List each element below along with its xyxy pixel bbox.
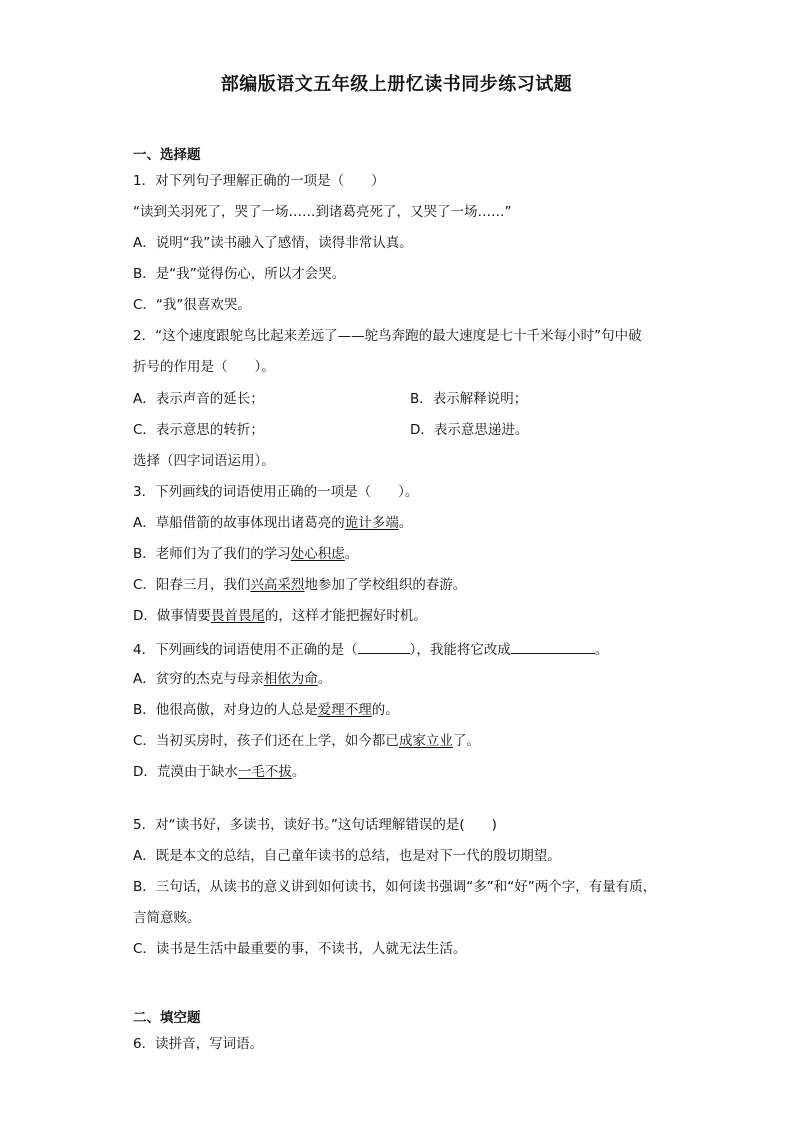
question-3-option-d: D．做事情要畏首畏尾的，这样才能把握好时机。 <box>133 608 427 624</box>
question-3-stem: 3．下列画线的词语使用正确的一项是（ ）。 <box>133 484 419 500</box>
answer-blank-1[interactable] <box>358 639 410 654</box>
question-4-option-c: C．当初买房时，孩子们还在上学，如今都已成家立业了。 <box>133 733 480 749</box>
question-2-option-d: D．表示意思递进。 <box>410 422 529 438</box>
underlined-word: 爱理不理 <box>317 702 372 718</box>
question-3-option-a: A．草船借箭的故事体现出诸葛亮的诡计多端。 <box>133 515 413 531</box>
page-title: 部编版语文五年级上册忆读书同步练习试题 <box>220 74 573 95</box>
question-4-stem: 4．下列画线的词语使用不正确的是（ ），我能将它改成 。 <box>133 639 608 659</box>
question-4-option-d: D．荒漠由于缺水一毛不拔。 <box>133 764 306 780</box>
question-5-stem: 5．对“读书好，多读书，读好书。”这句话理解错误的是( ) <box>133 817 497 833</box>
question-2-option-b: B．表示解释说明； <box>410 391 528 407</box>
question-4-option-b: B．他很高傲，对身边的人总是爱理不理的。 <box>133 702 399 718</box>
question-2-option-c: C．表示意思的转折； <box>133 422 264 438</box>
section-heading-choice: 一、选择题 <box>133 147 201 163</box>
question-3-option-c: C．阳春三月，我们兴高采烈地参加了学校组织的春游。 <box>133 577 467 593</box>
question-6-stem: 6．读拼音，写词语。 <box>133 1036 264 1052</box>
question-5-option-b: B．三句话，从读书的意义讲到如何读书，如何读书强调“多”和“好”两个字，有量有质， <box>133 879 657 895</box>
underlined-word: 相依为命 <box>263 671 318 687</box>
section-heading-fill: 二、填空题 <box>133 1010 201 1026</box>
question-1-option-c: C．“我”很喜欢哭。 <box>133 297 251 313</box>
underlined-word: 处心积虑 <box>290 546 345 562</box>
question-2-stem-line1: 2．“这个速度跟鸵鸟比起来差远了——鸵鸟奔跑的最大速度是七十千米每小时”句中破 <box>133 328 642 344</box>
question-5-option-a: A．既是本文的总结，自己童年读书的总结，也是对下一代的殷切期望。 <box>133 848 561 864</box>
question-3-option-b: B．老师们为了我们的学习处心积虑。 <box>133 546 359 562</box>
underlined-word: 诡计多端 <box>344 515 399 531</box>
question-2-stem-line2: 折号的作用是（ ）。 <box>133 359 275 375</box>
underlined-word: 畏首畏尾 <box>210 608 265 624</box>
question-5-option-c: C．读书是生活中最重要的事，不读书，人就无法生活。 <box>133 941 467 957</box>
underlined-word: 兴高采烈 <box>250 577 305 593</box>
group-label: 选择（四字词语运用）。 <box>133 453 275 469</box>
question-5-option-b-cont: 言简意赅。 <box>133 910 201 926</box>
underlined-word: 成家立业 <box>398 733 453 749</box>
underlined-word: 一毛不拔 <box>237 764 292 780</box>
question-1-option-a: A．说明“我”读书融入了感情，读得非常认真。 <box>133 235 413 251</box>
question-1-stem: 1．对下列句子理解正确的一项是（ ） <box>133 173 385 189</box>
question-4-option-a: A．贫穷的杰克与母亲相依为命。 <box>133 671 332 687</box>
question-1-quote: “读到关羽死了，哭了一场……到诸葛亮死了，又哭了一场……” <box>133 204 512 220</box>
question-1-option-b: B．是“我”觉得伤心，所以才会哭。 <box>133 266 346 282</box>
question-2-option-a: A．表示声音的延长； <box>133 391 264 407</box>
answer-blank-2[interactable] <box>511 639 595 654</box>
